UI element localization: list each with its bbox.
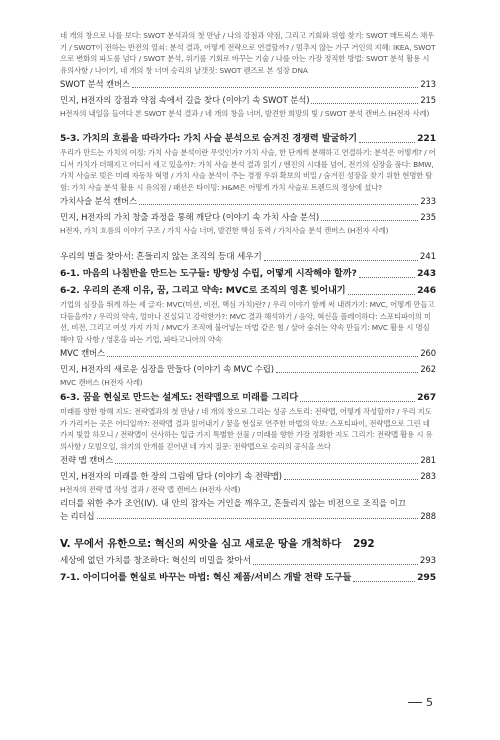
dot-leader xyxy=(284,479,418,480)
entry-title: SWOT 분석 캔버스 xyxy=(60,79,130,90)
toc-entry[interactable] xyxy=(60,510,436,523)
entry-page: 283 xyxy=(420,471,436,482)
entry-page: 246 xyxy=(417,284,436,296)
entry-page: 235 xyxy=(420,212,436,223)
section-description: H전자의 내일을 들여다 본 SWOT 분석 결과 / 네 개의 창을 너머, 발견한 희망의 빛 / SWOT 분석 캔버스 (H전자 사례) xyxy=(60,109,430,119)
entry-title: 5-3. 가치의 흐름을 따라가다: 가치 사슬 분석으로 숨겨진 경쟁력 발굴하기 xyxy=(60,132,357,144)
entry-title: MVC 캔버스 xyxy=(60,348,106,359)
dot-leader xyxy=(115,463,418,464)
entry-page: 241 xyxy=(419,251,436,262)
toc-section-7-1[interactable] xyxy=(60,569,436,586)
dot-leader xyxy=(359,142,415,143)
dot-leader xyxy=(132,87,418,88)
page-number-rule xyxy=(408,702,422,703)
entry-page: 243 xyxy=(417,267,436,279)
dot-leader xyxy=(264,260,418,261)
entry-title: 세상에 없던 가치를 창조하다: 혁신의 비밀을 찾아서 xyxy=(60,555,251,566)
entry-title: 민지, H전자의 새로운 심장을 만들다 (이야기 속 MVC 수립) xyxy=(60,364,274,375)
entry-page: 288 xyxy=(420,510,436,521)
toc-entry[interactable] xyxy=(60,92,436,108)
toc-part-vi-heading[interactable] xyxy=(60,249,436,265)
toc-entry[interactable] xyxy=(60,361,436,377)
entry-page: 292 xyxy=(353,537,375,550)
dot-leader xyxy=(321,220,418,221)
toc-section-5-3[interactable] xyxy=(60,130,436,147)
dot-leader xyxy=(97,518,419,519)
toc-section-6-3[interactable] xyxy=(60,389,436,406)
entry-page: 281 xyxy=(420,455,436,466)
entry-page: 213 xyxy=(420,79,436,90)
toc-part-v-heading[interactable] xyxy=(60,535,436,553)
dot-leader xyxy=(107,356,418,357)
section-description: 네 개의 창으로 나를 보다: SWOT 분석과의 첫 만남 / 나의 강점과 약점, 그리고 기회와 위협 찾기: SWOT 매트릭스 채우기 / SWOT이 전하는 반전의 열쇠: 분석 결과, 어떻게 전략으로 연결할까? / 멈추지 않는 가구 거인의 지혜: IKEA, SWOT으로 변화의 파도를 넘다 / SWOT 분석, 위기를 기회로 바꾸는 기술 / 나를 아는 가장 정직한 방법: SWOT 분석 활용 시 유의사항 / 나이키, 네 개의 창 너머 승리의 날갯짓: SWOT 렌즈로 본 성장 DNA xyxy=(60,31,436,75)
leader-advice-line xyxy=(60,496,436,510)
toc-section-6-1[interactable] xyxy=(60,265,436,282)
dot-leader xyxy=(353,581,415,582)
entry-page: 262 xyxy=(420,364,436,375)
dot-leader xyxy=(348,294,416,295)
section-description: H전자의 전략 맵 작성 결과 / 전략 맵 캔버스 (H전자 사례) xyxy=(60,485,241,495)
entry-title: 전략 맵 캔버스 xyxy=(60,455,114,466)
entry-title: 6-1. 마음의 나침반을 만드는 도구들: 방향성 수립, 어떻게 시작해야 할까? xyxy=(60,267,357,279)
dot-leader xyxy=(139,204,418,205)
entry-title: 리더를 위한 추가 조언(IV). 내 안의 잠자는 거인을 깨우고, 흔들리지 않는 비전으로 조직을 이끄 xyxy=(60,497,406,508)
entry-title: 6-3. 꿈을 현실로 만드는 설계도: 전략맵으로 미래를 그리다 xyxy=(60,391,299,403)
dot-leader xyxy=(253,564,418,565)
entry-page: 221 xyxy=(417,132,436,144)
dot-leader xyxy=(311,103,418,104)
entry-page: 293 xyxy=(419,555,436,566)
dot-leader xyxy=(276,372,418,373)
entry-title: 우리의 별을 찾아서: 흔들리지 않는 조직의 등대 세우기 xyxy=(60,251,262,262)
section-description: 기업의 심장을 뛰게 하는 세 글자: MVC(미션, 비전, 핵심 가치)란? / 우리 이야기 함께 써 내려가기: MVC, 어떻게 만들고 다듬을까? / 우리의 약속, 얼마나 진실되고 강력한가?: MVC 결과 해석하기 / 음악, 혁신을 플레이하다: 스포티파이의 미션, 비전, 그리고 여섯 가지 가치 / MVC가 조직에 불어넣는 마법 같은 힘 / 살아 숨쉬는 약속 만들기: MVC 활용 시 명심해야 할 사항 / 영혼을 파는 기업, 파타고니아의 약속 xyxy=(60,299,435,344)
section-description: H전자, 가치 흐름의 이야기 구조 / 가치 사슬 너머, 발견한 핵심 동력 / 가치사슬 분석 캔버스 (H전자 사례) xyxy=(60,226,389,236)
toc-section-6-2[interactable] xyxy=(60,282,436,299)
dot-leader xyxy=(300,401,415,402)
toc-part-v-subtitle[interactable] xyxy=(60,553,436,569)
entry-title: 민지, H전자의 강점과 약점 속에서 길을 찾다 (이야기 속 SWOT 분석) xyxy=(60,95,310,106)
entry-title: V. 무에서 유한으로: 혁신의 씨앗을 심고 새로운 땅을 개척하다 xyxy=(60,537,342,550)
toc-entry[interactable] xyxy=(60,76,436,92)
toc-entry[interactable] xyxy=(60,193,436,209)
entry-title: 민지, H전자의 가치 창출 과정을 통해 깨닫다 (이야기 속 가치 사슬 분석) xyxy=(60,212,320,223)
entry-title: 민지, H전자의 미래를 한 장의 그림에 담다 (이야기 속 전략맵) xyxy=(60,471,282,482)
toc-page xyxy=(60,30,436,586)
page-number xyxy=(408,696,433,709)
entry-title: 6-2. 우리의 존재 이유, 꿈, 그리고 약속: MVC로 조직의 영혼 빚어내기 xyxy=(60,284,346,296)
entry-page: 233 xyxy=(420,196,436,207)
entry-page: 295 xyxy=(417,571,436,583)
page-number-value: 5 xyxy=(426,696,433,709)
section-description: 우리가 만드는 가치의 여정: 가치 사슬 분석이란 무엇인가? 가치 사슬, 한 단계씩 분해하고 연결하기: 분석은 어떻게? / 어디서 가치가 더해지고 어디서 새고 있을까?: 가치 사슬 분석 결과 읽기 / 엔진의 시대를 넘어, 전기의 심장을 품다: BMW, 가치 사슬로 빚은 미래 자동차 혁명 / 가치 사슬 분석이 주는 경쟁 우위 확보의 비밀 / 숨겨진 성장을 찾기 위한 현명한 탐험: 가치 사슬 분석 활용 시 유의점 / 패션은 타이밍: H&M은 어떻게 가치 사슬로 트렌드의 정상에 섰나? xyxy=(60,147,436,192)
section-description: 미래를 향한 항해 지도: 전략맵과의 첫 만남 / 네 개의 창으로 그리는 성공 스토리: 전략맵, 어떻게 작성할까? / 우리 지도가 가리키는 곳은 어디일까?: 전략맵 결과 읽어내기 / 꿈을 현실로 연주한 마법의 악보: 스포티파이, 전략맵으로 그린 네 가지 빛깔 하모니 / 전략맵이 선사하는 입급 가지 특별한 선물 / 미래를 향한 가장 정확한 지도 그리기: 전략맵 활용 시 유의사항 / 모빌오일, 위기의 안개를 걷어낸 네 가지 질문: 전략맵으로 승리의 공식을 쓰다 xyxy=(60,406,433,451)
toc-entry[interactable] xyxy=(60,468,436,484)
entry-title: 7-1. 아이디어를 현실로 바꾸는 마법: 혁신 제품/서비스 개발 전략 도구들 xyxy=(60,571,352,583)
section-description: MVC 캔버스 (H전자 사례) xyxy=(60,378,143,388)
entry-page: 267 xyxy=(417,391,436,403)
toc-entry[interactable] xyxy=(60,209,436,225)
entry-title: 가치사슬 분석 캔버스 xyxy=(60,196,138,207)
entry-page: 215 xyxy=(420,95,436,106)
entry-title: 는 리더십 xyxy=(60,510,95,521)
dot-leader xyxy=(359,277,415,278)
entry-page: 260 xyxy=(420,348,436,359)
toc-entry[interactable] xyxy=(60,452,436,468)
toc-entry[interactable] xyxy=(60,345,436,361)
